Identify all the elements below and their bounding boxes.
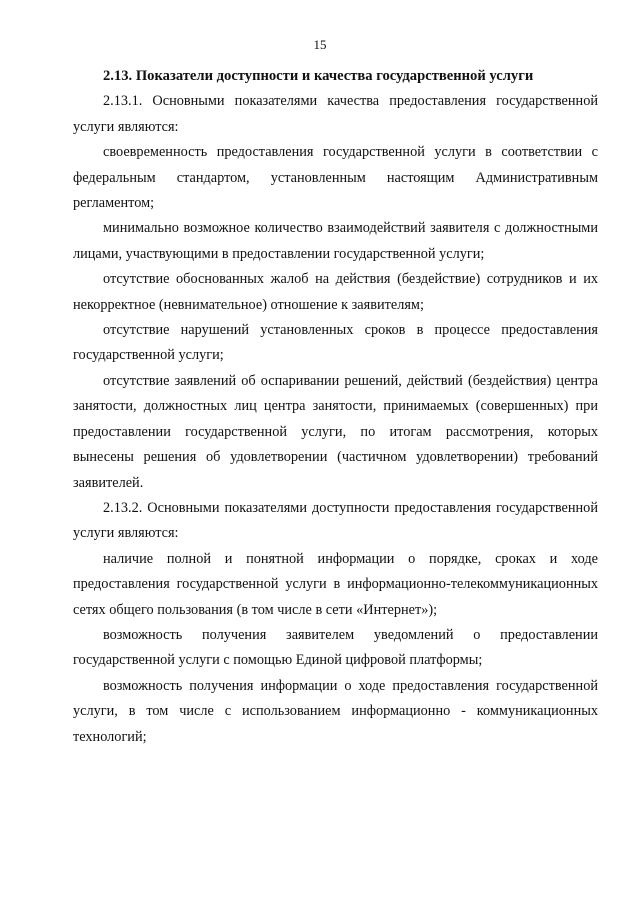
paragraph-no-deadline-violations: отсутствие нарушений установленных сроков в процессе предоставления государственной услуги;: [73, 322, 598, 364]
paragraph-notifications: возможность получения заявителем уведомлений о предоставлении государственной услуги с помощью Единой цифровой платформы;: [73, 626, 598, 669]
paragraph-no-appeals: отсутствие заявлений об оспаривании решений, действий (бездействия) центра занятости, должностных лиц центра занятости, принимаемых (совершенных) при предоставлении государственной услуги, по итогам рассмотрения, которых вынесены решения об удовлетворении (частичном удовлетворении) требований заявителей.: [73, 372, 598, 491]
page-number: 15: [313, 37, 327, 52]
paragraph-minimal-interactions: минимально возможное количество взаимодействий заявителя с должностными лицами, участвующими в предоставлении государственной услуги;: [73, 220, 598, 262]
paragraph-timeliness: своевременность предоставления государственной услуги в соответствии с федеральным стандартом, установленным настоящим Административным регламентом;: [73, 144, 598, 212]
paragraph-no-complaints: отсутствие обоснованных жалоб на действия (бездействие) сотрудников и их некорректное (невнимательное) отношение к заявителям;: [73, 271, 598, 313]
document-body: [73, 64, 598, 750]
section-heading: 2.13. Показатели доступности и качества государственной услуги: [103, 68, 534, 84]
paragraph-2-13-2: 2.13.2. Основными показателями доступности предоставления государственной услуги являются:: [73, 499, 598, 542]
paragraph-2-13-1: 2.13.1. Основными показателями качества предоставления государственной услуги являются:: [73, 93, 598, 135]
paragraph-progress-information: возможность получения информации о ходе предоставления государственной услуги, в том числе с использованием информационно - коммуникационных технологий;: [73, 677, 598, 745]
paragraph-full-information: наличие полной и понятной информации о порядке, сроках и ходе предоставления государственной услуги в информационно-телекоммуникационных сетях общего пользования (в том числе в сети «Интернет»);: [73, 550, 598, 618]
